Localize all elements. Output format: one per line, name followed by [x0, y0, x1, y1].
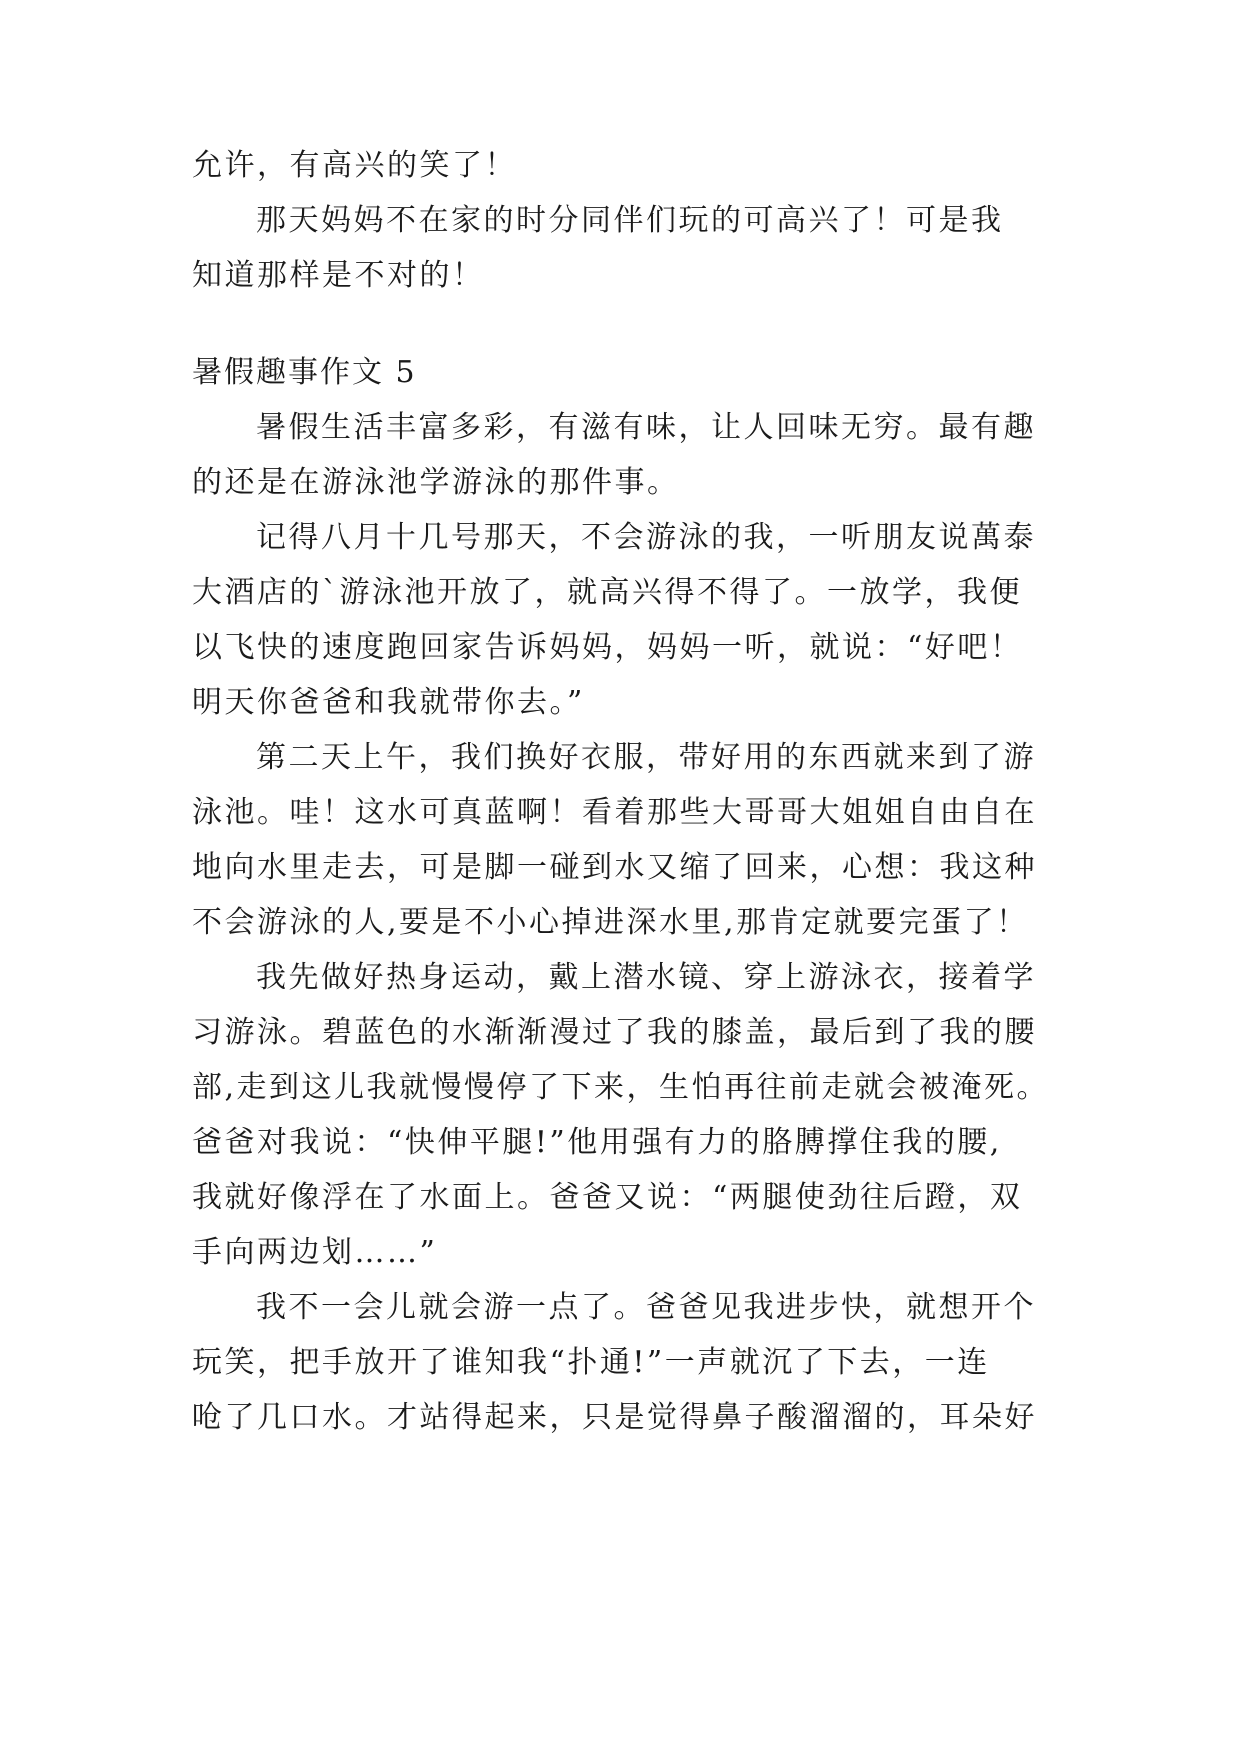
- text-line: 部,走到这儿我就慢慢停了下来，生怕再往前走就会被淹死。: [192, 1070, 1050, 1105]
- text-line: 呛了几口水。才站得起来，只是觉得鼻子酸溜溜的，耳朵好: [192, 1400, 1037, 1435]
- text-line: 明天你爸爸和我就带你去。”: [192, 685, 585, 720]
- text-line: 习游泳。碧蓝色的水渐渐漫过了我的膝盖，最后到了我的腰: [192, 1015, 1037, 1050]
- text-line: 大酒店的`游泳池开放了，就高兴得不得了。一放学，我便: [192, 575, 1022, 610]
- text-line: 记得八月十几号那天，不会游泳的我，一听朋友说萬泰: [256, 520, 1036, 555]
- text-line: 允许，有高兴的笑了！: [192, 148, 517, 183]
- text-line: 以飞快的速度跑回家告诉妈妈，妈妈一听，就说：“好吧！: [192, 630, 1023, 665]
- text-line: 那天妈妈不在家的时分同伴们玩的可高兴了！可是我: [256, 203, 1004, 238]
- text-line: 的还是在游泳池学游泳的那件事。: [192, 465, 680, 500]
- text-line: 暑假生活丰富多彩，有滋有味，让人回味无穷。最有趣: [256, 410, 1036, 445]
- text-line: 玩笑，把手放开了谁知我“扑通!”一声就沉了下去，一连: [192, 1345, 990, 1380]
- section-heading: 暑假趣事作文 5: [192, 355, 417, 390]
- text-line: 手向两边划……”: [192, 1235, 438, 1270]
- text-line: 爸爸对我说：“快伸平腿!”他用强有力的胳膊撑住我的腰,: [192, 1125, 1002, 1160]
- text-line: 泳池。哇！这水可真蓝啊！看着那些大哥哥大姐姐自由自在: [192, 795, 1037, 830]
- text-line: 不会游泳的人,要是不小心掉进深水里,那肯定就要完蛋了！: [192, 905, 1029, 940]
- text-line: 第二天上午，我们换好衣服，带好用的东西就来到了游: [256, 740, 1036, 775]
- text-line: 地向水里走去，可是脚一碰到水又缩了回来，心想：我这种: [192, 850, 1037, 885]
- text-line: 知道那样是不对的！: [192, 258, 485, 293]
- text-line: 我就好像浮在了水面上。爸爸又说：“两腿使劲往后蹬，双: [192, 1180, 1023, 1215]
- text-line: 我先做好热身运动，戴上潜水镜、穿上游泳衣，接着学: [256, 960, 1036, 995]
- text-line: 我不一会儿就会游一点了。爸爸见我进步快，就想开个: [256, 1290, 1036, 1325]
